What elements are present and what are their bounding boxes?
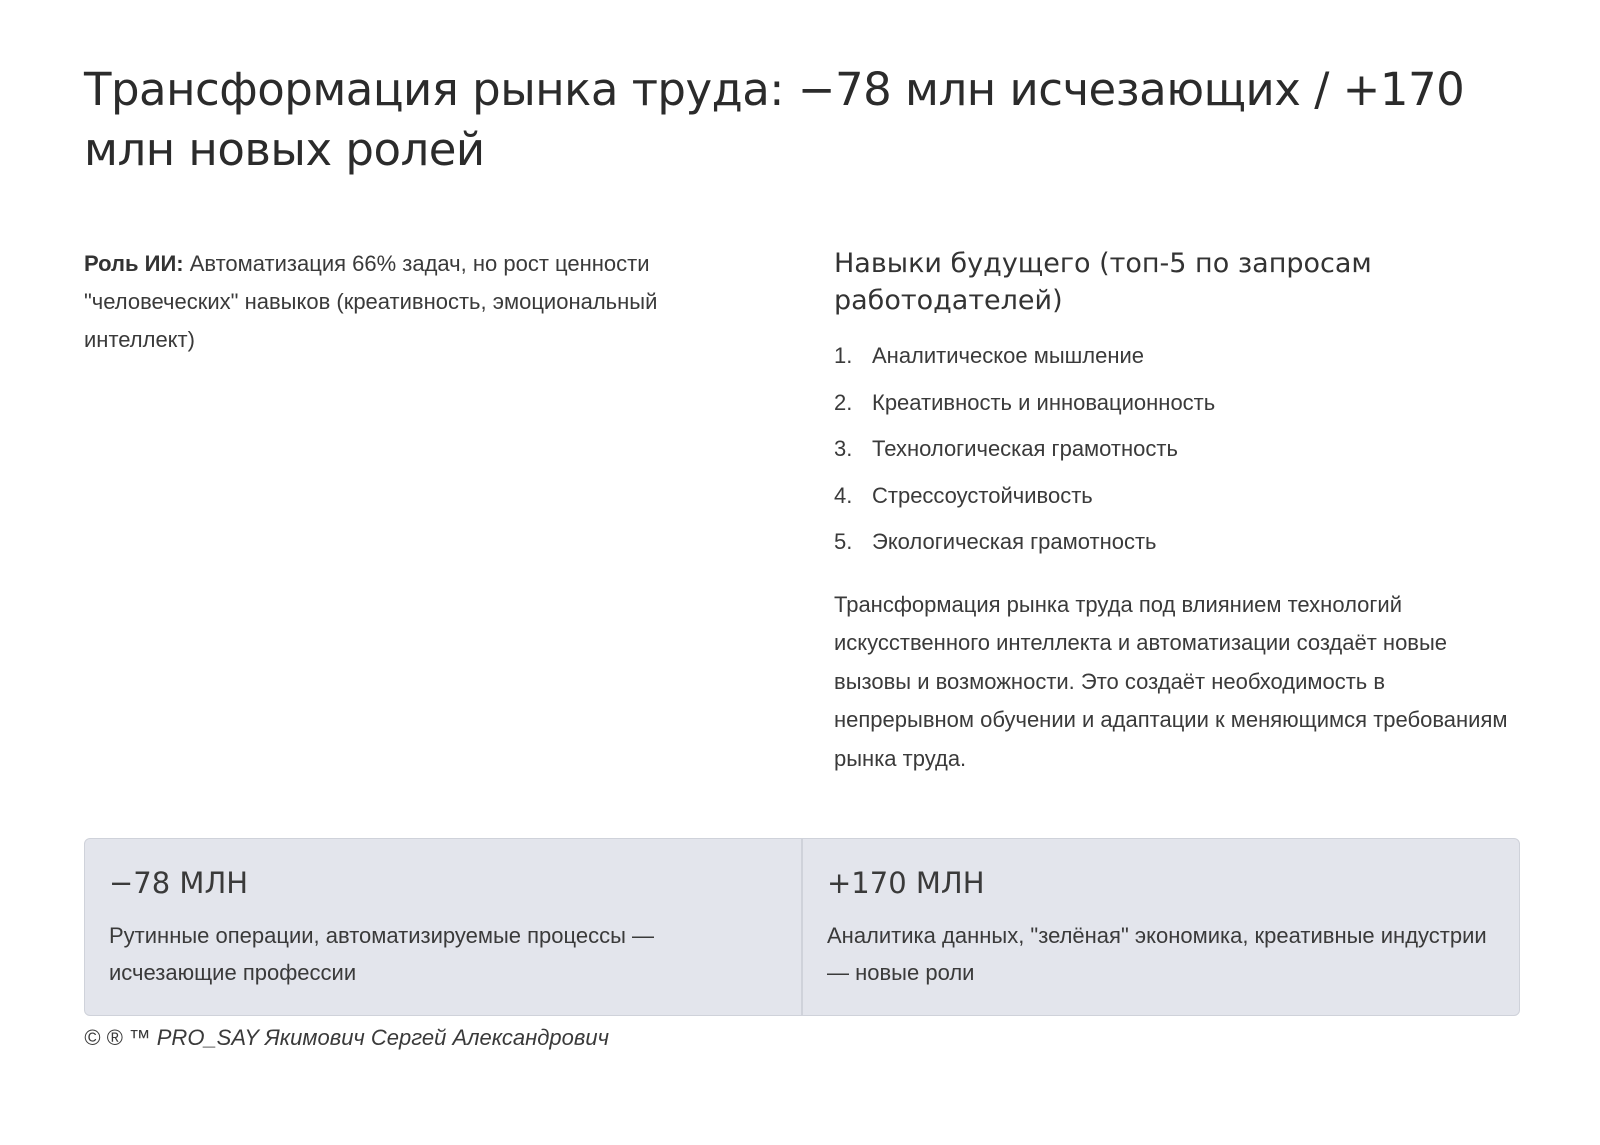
skills-heading: Навыки будущего (топ-5 по запросам работодателей): [834, 248, 1372, 316]
right-column: [834, 245, 1524, 778]
skill-number: 2.: [834, 389, 853, 415]
stats-panel: [84, 838, 1520, 1016]
description-paragraph: Трансформация рынка труда под влиянием технологий искусственного интеллекта и автоматизации создаёт новые вызовы и возможности. Это создаёт необходимость в непрерывном обучении и адаптации к меняющимся требованиям рынка труда.: [834, 591, 1508, 771]
stat-card-decline: [85, 839, 801, 1015]
skill-label: Аналитическое мышление: [872, 343, 1145, 368]
stat-description: Рутинные операции, автоматизируемые процессы — исчезающие профессии: [109, 923, 655, 985]
skill-label: Технологическая грамотность: [872, 436, 1178, 461]
stat-description: Аналитика данных, "зелёная" экономика, креативные индустрии — новые роли: [827, 923, 1487, 985]
skill-label: Экологическая грамотность: [872, 529, 1157, 554]
ai-role-label: Роль ИИ:: [84, 251, 184, 276]
left-column: [84, 245, 744, 359]
content-columns: [84, 245, 1520, 805]
stat-value: +170 МЛН: [827, 866, 985, 900]
skill-number: 1.: [834, 343, 853, 368]
skill-number: 4.: [834, 482, 853, 508]
skill-number: 5.: [834, 529, 853, 554]
skill-item: [834, 481, 1524, 528]
skill-item: [834, 527, 1524, 574]
stat-card-growth: [801, 839, 1519, 1015]
copyright-footer: © ® ™ PRO_SAY Якимович Сергей Александрович: [84, 1025, 610, 1050]
skill-number: 3.: [834, 436, 853, 461]
ai-role-paragraph: [84, 245, 744, 359]
page: [84, 60, 1520, 1050]
skill-item: [834, 434, 1524, 481]
skill-label: Креативность и инновационность: [872, 389, 1216, 415]
skills-list: [834, 341, 1524, 574]
ai-role-text: Автоматизация 66% задач, но рост ценности "человеческих" навыков (креативность, эмоциональный интеллект): [84, 251, 658, 352]
skill-label: Стрессоустойчивость: [872, 482, 1093, 508]
skill-item: [834, 388, 1524, 435]
page-title: Трансформация рынка труда: −78 млн исчезающих / +170 млн новых ролей: [84, 63, 1465, 176]
skill-item: [834, 341, 1524, 388]
stat-value: −78 МЛН: [109, 866, 249, 900]
